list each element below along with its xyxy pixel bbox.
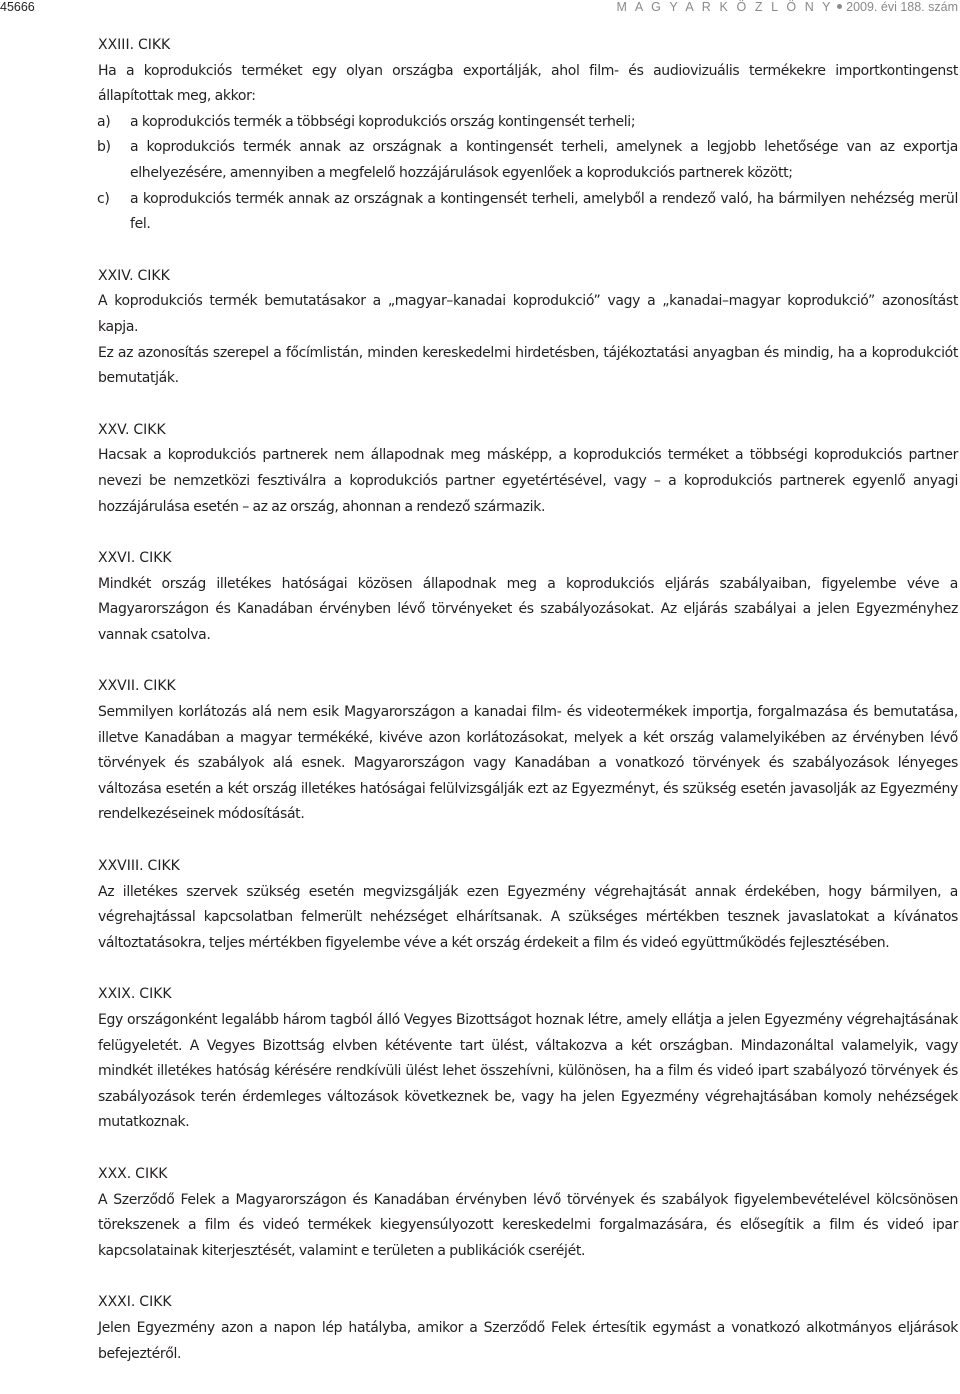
journal-title: M A G Y A R K Ö Z L Ö N Y bbox=[616, 0, 834, 14]
article-xxiii bbox=[98, 33, 958, 238]
article-paragraph: Mindkét ország illetékes hatóságai közösen állapodnak meg a koprodukciós eljárás szabályaiban, figyelembe véve a Magyarországon és Kanadában érvényben lévő törvényeket és szabályozásokat. Az eljárás szabályai a jelen Egyezményhez vannak csatolva. bbox=[98, 575, 958, 643]
article-xxviii bbox=[98, 854, 958, 956]
bullet-icon bbox=[837, 4, 842, 9]
article-heading: XXXI. CIKK bbox=[98, 1294, 172, 1311]
article-paragraph: Egy országonként legalább három tagból álló Vegyes Bizottságot hoznak létre, amely ellátja a jelen Egyezmény végrehajtásának felügyeletét. A Vegyes Bizottság elvben kétévente tart ülést, váltakozva a két országban. Mindazonáltal valamelyik, vagy mindkét illetékes hatóság kérésére rendkívüli ülést lehet összehívni, különösen, ha a film és videó ipart szabályozó törvények és szabályozások terén érdemleges változások következnek be, vagy ha jelen Egyezmény végrehajtásában komoly nehézségek mutatkoznak. bbox=[98, 1012, 958, 1131]
list-item-label: a) bbox=[97, 113, 111, 130]
document-body bbox=[98, 33, 958, 1393]
list-item-text: a koprodukciós termék a többségi koprodukciós ország kontingensét terheli; bbox=[130, 113, 636, 130]
article-xxvii bbox=[98, 674, 958, 828]
article-intro: Ha a koprodukciós terméket egy olyan országba exportálják, ahol film- és audiovizuális termékekre importkontingenst állapítottak meg, akkor: bbox=[98, 62, 958, 105]
article-xxx bbox=[98, 1162, 958, 1264]
article-xxxi bbox=[98, 1290, 958, 1367]
running-head bbox=[616, 0, 958, 14]
article-paragraph: Semmilyen korlátozás alá nem esik Magyarországon a kanadai film- és videotermékek importja, forgalmazása és bemutatása, illetve Kanadában a magyar termékéké, kivéve azon korlátozásokat, melyek a két ország valamelyikében az érvényben lévő törvények és szabályok alá esnek. Magyarországon vagy Kanadában a vonatkozó törvények és szabályozások lényeges változása esetén a két ország illetékes hatóságai felülvizsgálják ezt az Egyezményt, és szükség esetén javasolják az Egyezmény rendelkezéseinek módosítását. bbox=[98, 704, 958, 823]
article-heading: XXVI. CIKK bbox=[98, 550, 172, 567]
page-header bbox=[0, 0, 960, 16]
article-xxiv bbox=[98, 264, 958, 392]
list-item-text: a koprodukciós termék annak az országnak a kontingensét terheli, amelynek a legjobb lehetősége van az exportja elhelyezésére, amennyiben a megfelelő hozzájárulások egyenlőek a koprodukciós partnerek között; bbox=[130, 139, 958, 181]
article-paragraph: Hacsak a koprodukciós partnerek nem állapodnak meg másképp, a koprodukciós terméket a többségi koprodukciós partner nevezi be nemzetközi fesztiválra a koprodukciós partner egyetértésével, vagy – a koprodukciós partnerek egyenlő anyagi hozzájárulása esetén – az az ország, ahonnan a rendező származik. bbox=[98, 447, 958, 515]
list-item bbox=[98, 110, 958, 136]
article-xxv bbox=[98, 418, 958, 520]
issue-number: 2009. évi 188. szám bbox=[846, 0, 958, 14]
list-item bbox=[98, 187, 958, 238]
list-item-label: c) bbox=[97, 190, 110, 207]
article-heading: XXVIII. CIKK bbox=[98, 858, 180, 875]
article-heading: XXIII. CIKK bbox=[98, 37, 171, 53]
article-paragraph: A koprodukciós termék bemutatásakor a „magyar–kanadai koprodukció” vagy a „kanadai–magyar koprodukció” azonosítást kapja. bbox=[98, 293, 958, 335]
article-heading: XXX. CIKK bbox=[98, 1165, 168, 1182]
article-heading: XXIV. CIKK bbox=[98, 267, 170, 284]
article-heading: XXIX. CIKK bbox=[98, 986, 172, 1003]
article-heading: XXVII. CIKK bbox=[98, 678, 176, 695]
article-paragraph: Ez az azonosítás szerepel a főcímlistán, minden kereskedelmi hirdetésben, tájékoztatási anyagban és mindig, ha a koprodukciót bemutatják. bbox=[98, 344, 958, 387]
article-xxvi bbox=[98, 546, 958, 648]
article-paragraph: Az illetékes szervek szükség esetén megvizsgálják ezen Egyezmény végrehajtását annak érdekében, hogy bármilyen, a végrehajtással kapcsolatban felmerült nehézséget elhárítsanak. A szükséges mértékben tesznek javaslatokat a kívánatos változtatásokra, teljes mértékben figyelembe véve a két ország érdekeit a film és videó együttműködés fejlesztésében. bbox=[98, 883, 958, 951]
article-heading: XXV. CIKK bbox=[98, 421, 166, 438]
article-xxix bbox=[98, 982, 958, 1136]
list-item-label: b) bbox=[97, 139, 111, 156]
article-paragraph: Jelen Egyezmény azon a napon lép hatályba, amikor a Szerződő Felek értesítik egymást a vonatkozó alkotmányos eljárások befejeztéről. bbox=[98, 1319, 958, 1362]
list-item-text: a koprodukciós termék annak az országnak a kontingensét terheli, amelyből a rendező való, ha bármilyen nehézség merül fel. bbox=[130, 190, 958, 233]
page-number: 45666 bbox=[0, 0, 35, 14]
list-item bbox=[98, 135, 958, 186]
article-paragraph: A Szerződő Felek a Magyarországon és Kanadában érvényben lévő törvények és szabályok figyelembevételével kölcsönösen törekszenek a film és videó termékek kiegyensúlyozott kereskedelmi forgalmazására, és elősegítik a film és videó ipar kapcsolatainak kiterjesztését, valamint e területen a publikációk cseréjét. bbox=[98, 1191, 958, 1259]
